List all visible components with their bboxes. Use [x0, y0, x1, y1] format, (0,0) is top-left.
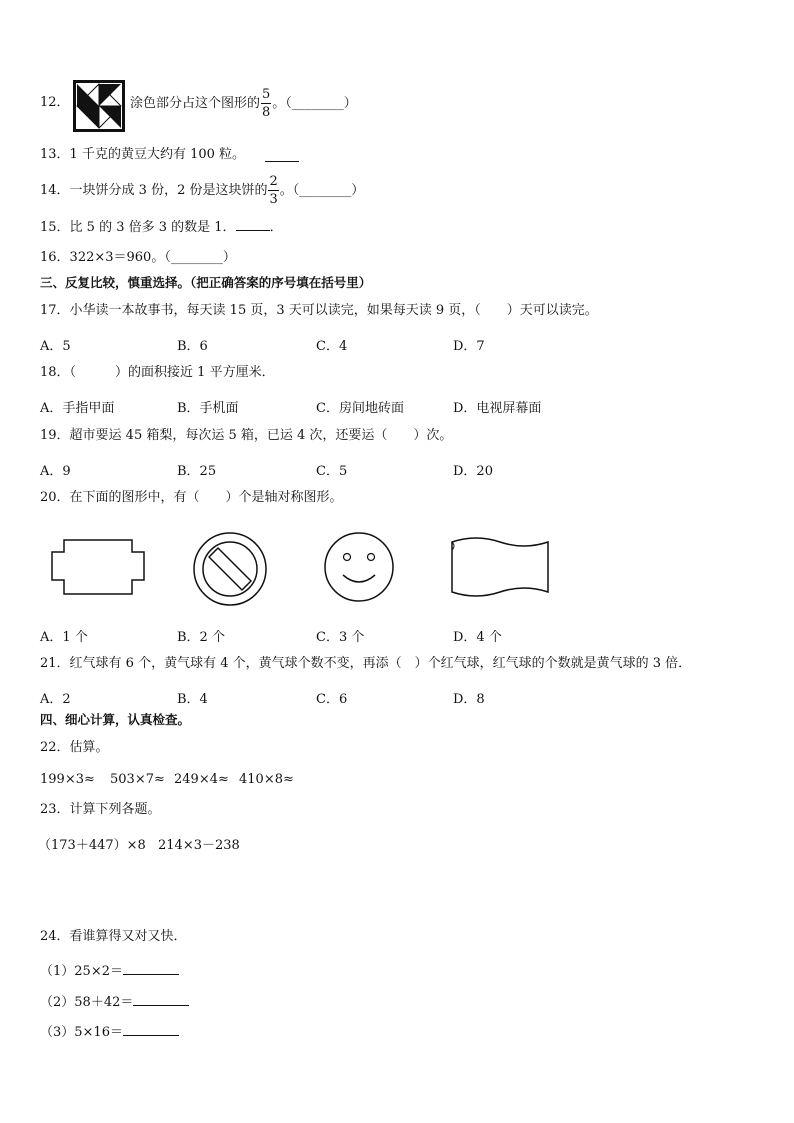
question-text: 18．（ ）的面积接近 1 平方厘米．	[40, 365, 275, 380]
option-d[interactable]: D．电视屏幕面	[453, 401, 542, 416]
question-19	[40, 429, 452, 442]
option-d[interactable]: D．7	[453, 339, 485, 354]
option-a[interactable]: A．9	[40, 464, 71, 479]
question-17	[40, 304, 598, 317]
question-number: 12．	[40, 95, 70, 110]
question-text: 23．计算下列各题。	[40, 802, 161, 817]
option-d[interactable]: D．4 个	[453, 630, 502, 645]
option-a[interactable]: A．1 个	[40, 630, 88, 645]
question-text: 16．322×3＝960。（________）	[40, 250, 236, 265]
answer-blank[interactable]: 。（________）	[279, 183, 365, 198]
question-text: 涂色部分占这个图形的	[130, 96, 261, 111]
question-18	[40, 366, 275, 379]
question-text: 15．比 5 的 3 倍多 3 的数是 1．	[40, 220, 236, 235]
fraction-5-8	[261, 88, 271, 119]
question-text: 21．红气球有 6 个，黄气球有 4 个，黄气球个数不变，再添（ ）个红气球，红气球的个数就是黄气球的 3 倍．	[40, 656, 692, 671]
quick-calc-item	[40, 960, 179, 979]
notched-rectangle-figure	[50, 538, 146, 596]
option-b[interactable]: B．25	[177, 464, 217, 479]
question-text: 17．小华读一本故事书，每天读 15 页，3 天可以读完，如果每天读 9 页，（ ）天可以读完。	[40, 303, 598, 318]
fraction-numerator: 2	[269, 174, 278, 189]
estimate-item: 199×3≈	[40, 772, 95, 787]
section-title: 三、反复比较，慎重选择。（把正确答案的序号填在括号里）	[40, 275, 372, 290]
question-text: 22．估算。	[40, 740, 109, 755]
question-22	[40, 741, 109, 754]
question-13	[40, 148, 245, 161]
question-text: 14．一块饼分成 3 份，2 份是这块饼的	[40, 183, 268, 198]
estimate-item: 410×8≈	[239, 772, 294, 787]
question-text: 19．超市要运 45 箱梨，每次运 5 箱，已运 4 次，还要运（ ）次。	[40, 428, 453, 443]
section-title: 四、细心计算，认真检查。	[40, 712, 191, 727]
quick-calc-expression: （2）58＋42＝	[40, 995, 134, 1010]
estimate-item: 503×7≈	[110, 772, 165, 787]
answer-blank[interactable]	[123, 973, 179, 975]
option-c[interactable]: C．3 个	[316, 630, 365, 645]
calc-item: 214×3－238	[158, 838, 240, 853]
answer-blank[interactable]	[265, 160, 299, 162]
question-12-text	[130, 88, 357, 119]
option-d[interactable]: D．8	[453, 692, 485, 707]
option-c[interactable]: C．5	[316, 464, 348, 479]
answer-blank[interactable]	[123, 1034, 179, 1036]
no-entry-sign-figure	[192, 531, 268, 607]
option-c[interactable]: C．6	[316, 692, 348, 707]
fraction-numerator: 5	[262, 87, 271, 102]
quick-calc-expression: （3）5×16＝	[40, 1025, 123, 1040]
question-tail: ．	[269, 220, 283, 235]
question-23	[40, 803, 161, 816]
answer-blank[interactable]: 。（________）	[272, 96, 357, 111]
option-a[interactable]: A．手指甲面	[40, 401, 115, 416]
question-16	[40, 251, 236, 264]
estimate-item: 249×4≈	[174, 772, 229, 787]
question-12	[40, 96, 70, 109]
smiley-face-figure	[323, 531, 395, 603]
question-text: 20．在下面的图形中，有（ ）个是轴对称图形。	[40, 490, 343, 505]
option-c[interactable]: C．房间地砖面	[316, 401, 404, 416]
question-text: 24．看谁算得又对又快．	[40, 929, 187, 944]
section-heading-4	[40, 714, 190, 727]
waving-flag-figure	[448, 536, 552, 598]
question-text: 13．1 千克的黄豆大约有 100 粒。	[40, 147, 246, 162]
question-20	[40, 491, 343, 504]
option-c[interactable]: C．4	[316, 339, 348, 354]
quick-calc-item	[40, 1021, 179, 1040]
quick-calc-expression: （1）25×2＝	[40, 964, 123, 979]
shaded-square-figure	[73, 80, 125, 132]
answer-blank[interactable]	[133, 1004, 189, 1006]
option-b[interactable]: B．6	[177, 339, 208, 354]
fraction-denominator: 3	[269, 192, 278, 207]
section-heading-3	[40, 277, 371, 290]
fraction-2-3	[268, 175, 278, 206]
option-a[interactable]: A．5	[40, 339, 71, 354]
option-d[interactable]: D．20	[453, 464, 493, 479]
option-b[interactable]: B．手机面	[177, 401, 239, 416]
option-a[interactable]: A．2	[40, 692, 71, 707]
question-15	[40, 221, 283, 234]
answer-blank[interactable]	[236, 229, 270, 231]
question-24	[40, 930, 187, 943]
question-14	[40, 175, 364, 206]
option-b[interactable]: B．2 个	[177, 630, 225, 645]
calc-item: （173＋447）×8	[38, 838, 146, 853]
question-21	[40, 657, 691, 670]
fraction-denominator: 8	[262, 105, 271, 120]
option-b[interactable]: B．4	[177, 692, 208, 707]
quick-calc-item	[40, 991, 189, 1010]
